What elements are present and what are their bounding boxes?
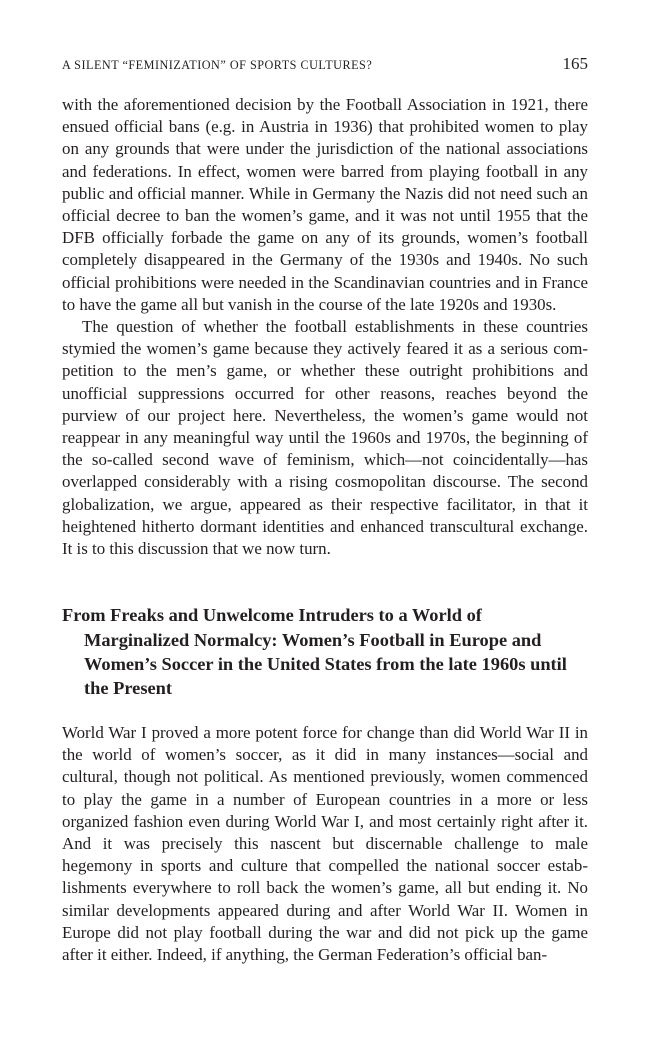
book-page — [62, 54, 588, 966]
paragraph: The question of whether the football establishments in these countries stymied the women’s game because they actively feared it as a serious competition to the men’s game, or whether these outright prohibitions and unofficial suppressions occurred for other reasons, reaches beyond the purview of our project here. Nevertheless, the women’s game would not reappear in any meaningful way until the 1960s and 1970s, the beginning of the so-called second wave of feminism, which—not coincidentally—has overlapped considerably with a rising cosmopolitan discourse. The second globalization, we argue, appeared as their respective facilitator, in that it heightened hitherto dormant identities and enhanced transcultural exchange. It is to this discussion that we now turn. — [62, 317, 588, 559]
running-title: A SILENT “FEMINIZATION” OF SPORTS CULTURES? — [62, 58, 373, 72]
body-text-bottom — [62, 722, 588, 966]
section-heading: From Freaks and Unwelcome Intruders to a World of Marginalized Normalcy: Women’s Football in Europe and Women’s Soccer in the United States from the late 1960s until the Present — [62, 605, 567, 699]
page-number: 165 — [562, 54, 588, 73]
paragraph-continued: with the aforementioned decision by the Football Association in 1921, there ensued official bans (e.g. in Austria in 1936) that prohibited women to play on any grounds that were under the jurisdiction of the national associations and federations. In effect, women were barred from playing football in any public and official manner. While in Germany the Nazis did not need such an official decree to ban the women’s game, and it was not until 1955 that the DFB officially forbade the game on any of its grounds, women’s football completely disappeared in the Germany of the 1930s and 1940s. No such official prohibitions were needed in the Scandinavian countries and in France to have the game all but vanish in the course of the late 1920s and 1930s. — [62, 95, 588, 314]
running-head — [62, 54, 588, 78]
paragraph: World War I proved a more potent force for change than did World War II in the world of women’s soccer, as it did in many instances—social and cultural, though not political. As mentioned previously, women commenced to play the game in a number of European countries in a more or less organized fashion even during World War I, and most certainly right after it. And it was precisely this nascent but discernable challenge to male hegemony in sports and culture that compelled the national soccer establishments everywhere to roll back the women’s game, all but ending it. No similar developments appeared during and after World War II. Women in Europe did not play football during the war and did not pick up the game after it either. Indeed, if anything, the German Federation’s official ban- — [62, 722, 588, 964]
body-text-top — [62, 94, 588, 560]
